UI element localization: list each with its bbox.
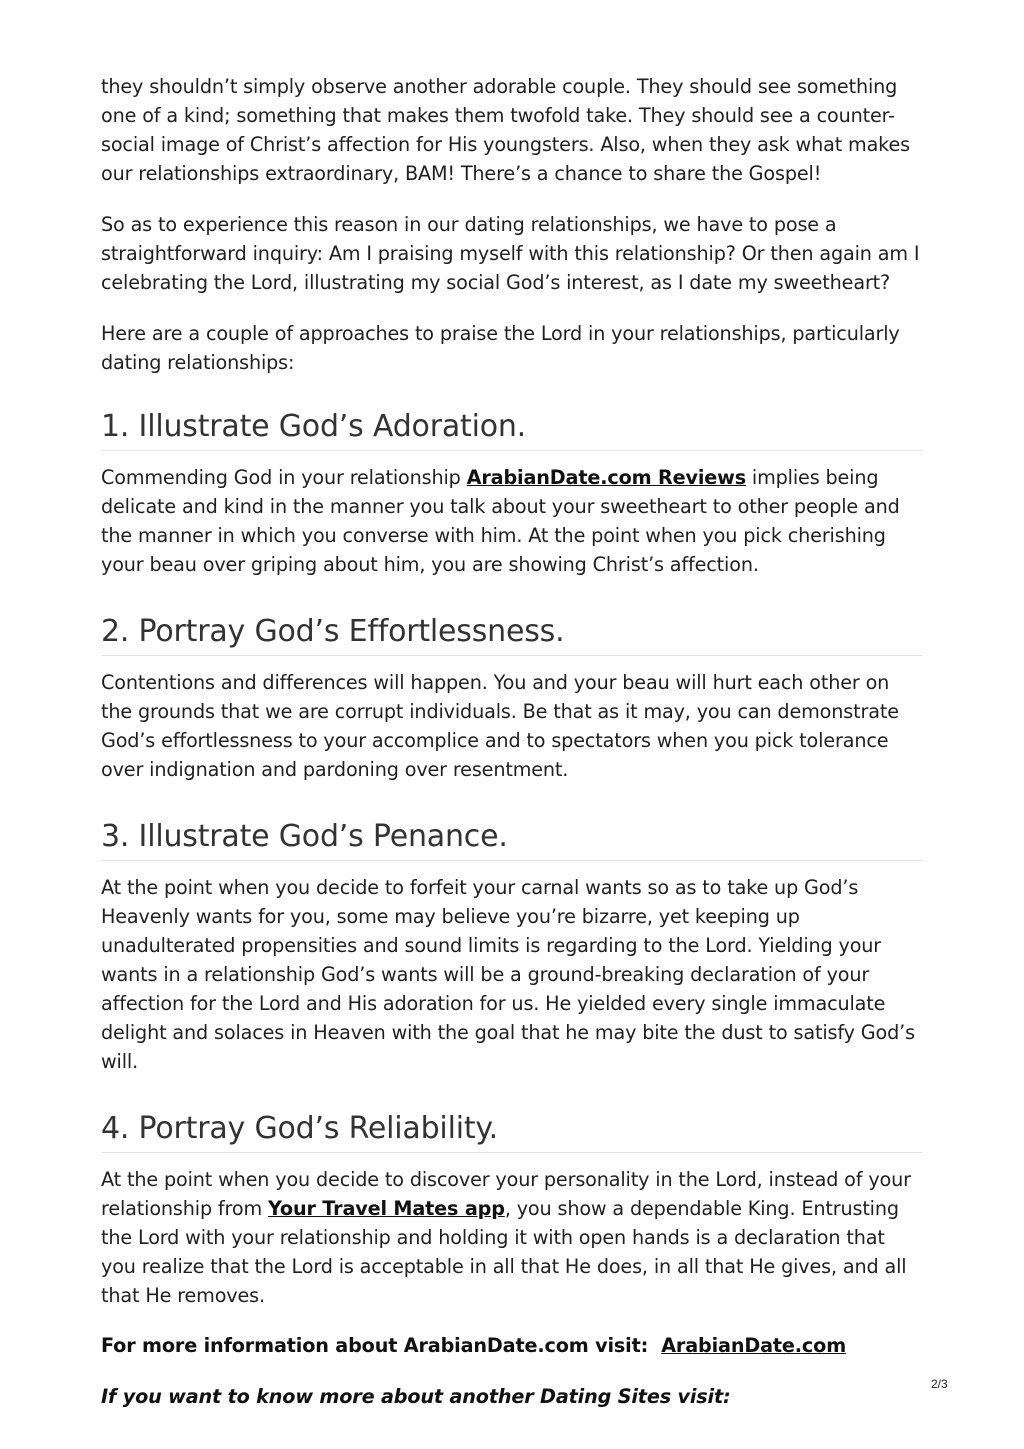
section-3-heading: 3. Illustrate God’s Penance.	[101, 818, 923, 861]
section-4-heading: 4. Portray God’s Reliability.	[101, 1110, 923, 1153]
section-4-text-after-link: , you show a dependable King. Entrusting the Lord with your relationship and holding it with open hands is a declaration that you realize that the Lord is acceptable in all that He does, in all that He gives, and all that He removes.	[101, 1197, 907, 1307]
section-1-text-after-link: implies being delicate and kind in the manner you talk about your sweetheart to other people and the manner in which you converse with him. At the point when you pick cherishing your beau over griping about him, you are showing Christ’s affection.	[101, 466, 900, 576]
section-4-text-before-link: At the point when you decide to discover your personality in the Lord, instead of your relationship from	[101, 1168, 911, 1220]
arabiandate-reviews-link[interactable]: ArabianDate.com Reviews	[466, 466, 746, 489]
more-info-line	[101, 1331, 923, 1360]
section-2-heading: 2. Portray God’s Effortlessness.	[101, 613, 923, 656]
section-3-paragraph: At the point when you decide to forfeit your carnal wants so as to take up God’s Heavenly wants for you, some may believe you’re bizarre, yet keeping up unadulterated propensities and sound limits is regarding to the Lord. Yielding your wants in a relationship God’s wants will be a ground-breaking declaration of your affection for the Lord and His adoration for us. He yielded every single immaculate delight and solaces in Heaven with the goal that he may bite the dust to satisfy God’s will.	[101, 876, 915, 1073]
intro-paragraph-3: Here are a couple of approaches to praise the Lord in your relationships, particularly dating relationships:	[101, 322, 900, 374]
section-1-paragraph	[101, 463, 923, 579]
intro-paragraph-2: So as to experience this reason in our dating relationships, we have to pose a straightforward inquiry: Am I praising myself with this relationship? Or then again am I celebrating the Lord, illustrating my social God’s interest, as I date my sweetheart?	[101, 213, 920, 294]
more-info-label: For more information about ArabianDate.com visit:	[101, 1334, 662, 1357]
intro-paragraph-1: they shouldn’t simply observe another adorable couple. They should see something one of a kind; something that makes them twofold take. They should see a counter-social image of Christ’s affection for His youngsters. Also, when they ask what makes our relationships extraordinary, BAM! There’s a chance to share the Gospel!	[101, 75, 910, 185]
arabiandate-link[interactable]: ArabianDate.com	[661, 1334, 847, 1357]
your-travel-mates-app-link[interactable]: Your Travel Mates app	[267, 1197, 505, 1220]
section-1-heading: 1. Illustrate God’s Adoration.	[101, 408, 923, 451]
section-1-text-before-link: Commending God in your relationship	[101, 466, 467, 489]
section-2-paragraph: Contentions and differences will happen. You and your beau will hurt each other on the grounds that we are corrupt individuals. Be that as it may, you can demonstrate God’s effortlessness to your accomplice and to spectators when you pick tolerance over indignation and pardoning over resentment.	[101, 671, 899, 781]
other-dating-sites-line: If you want to know more about another Dating Sites visit:	[101, 1385, 731, 1408]
section-4-paragraph	[101, 1165, 923, 1310]
page-number: 2/3	[931, 1377, 948, 1391]
document-page	[101, 72, 923, 1411]
